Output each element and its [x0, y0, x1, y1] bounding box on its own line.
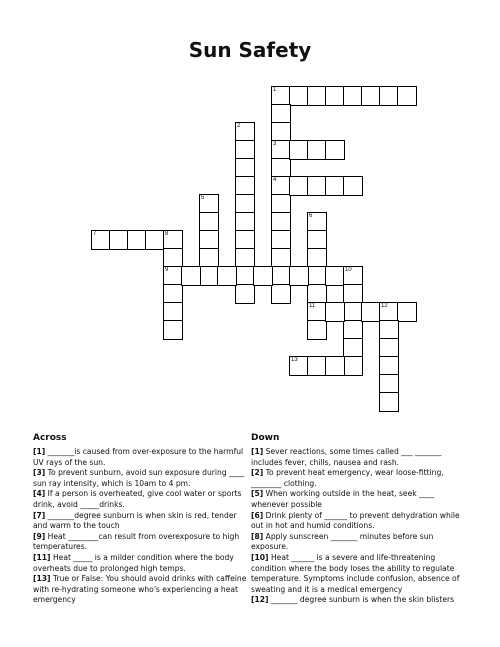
grid-cell[interactable] — [379, 86, 399, 106]
cell-number: 11 — [309, 303, 316, 309]
grid-cell[interactable] — [307, 266, 327, 286]
grid-cell[interactable] — [163, 248, 183, 268]
grid-cell[interactable] — [325, 356, 345, 376]
down-clues — [251, 433, 469, 606]
grid-cell[interactable] — [271, 212, 291, 232]
grid-cell[interactable] — [343, 86, 363, 106]
grid-cell[interactable] — [199, 230, 219, 250]
grid-cell[interactable] — [163, 284, 183, 304]
across-heading: Across — [33, 433, 67, 443]
cell-number: 6 — [309, 213, 313, 219]
grid-cell[interactable] — [271, 284, 291, 304]
grid-cell[interactable] — [343, 266, 363, 286]
cell-number: 4 — [273, 177, 277, 183]
grid-cell[interactable] — [271, 194, 291, 214]
down-clue — [251, 468, 469, 489]
grid-cell[interactable] — [163, 266, 183, 286]
grid-cell[interactable] — [379, 302, 399, 322]
grid-cell[interactable] — [325, 140, 345, 160]
grid-cell[interactable] — [235, 194, 255, 214]
across-clue — [33, 574, 251, 606]
clue-text: If a person is overheated, give cool water or sports drink, avoid _____drinks. — [33, 489, 242, 509]
down-clue — [251, 553, 469, 595]
clue-number: [1] — [33, 447, 46, 456]
clue-text: To prevent heat emergency, wear loose-fitting, ________ clothing. — [251, 468, 444, 488]
grid-cell[interactable] — [307, 176, 327, 196]
grid-cell[interactable] — [271, 140, 291, 160]
grid-cell[interactable] — [271, 122, 291, 142]
down-clue — [251, 447, 469, 468]
cell-number: 8 — [165, 231, 169, 237]
clue-text: Heat _____ is a milder condition where the body overheats due to prolonged high temps. — [33, 552, 234, 573]
clue-number: [11] — [33, 552, 51, 562]
grid-cell[interactable] — [109, 230, 129, 250]
clue-text: Heat ______ is a severe and life-threatening condition where the body loses the ability to regulate temperature. Symptoms include confusion, absence of sweating and it is a medical emergency — [251, 552, 460, 594]
grid-cell[interactable] — [235, 230, 255, 250]
grid-cell[interactable] — [181, 266, 201, 286]
clue-number: [8] — [251, 531, 264, 541]
grid-cell[interactable] — [307, 212, 327, 232]
grid-cell[interactable] — [307, 140, 327, 160]
clue-text: _______is caused from over-exposure to the harmful UV rays of the sun. — [33, 447, 244, 467]
grid-cell[interactable] — [379, 320, 399, 340]
grid-cell[interactable] — [325, 266, 345, 286]
page-title: Sun Safety — [188, 38, 312, 62]
down-clue — [251, 595, 469, 606]
clue-number: [5] — [251, 489, 264, 499]
grid-cell[interactable] — [163, 302, 183, 322]
clue-number: [2] — [251, 468, 264, 478]
grid-cell[interactable] — [343, 320, 363, 340]
down-clue — [251, 511, 469, 532]
cell-number: 5 — [201, 195, 205, 201]
down-clue — [251, 489, 469, 510]
grid-cell[interactable] — [289, 140, 309, 160]
grid-cell[interactable] — [379, 392, 399, 412]
cell-number: 1 — [273, 87, 277, 93]
clue-text: To prevent sunburn, avoid sun exposure during ____ sun ray intensity, which is 10am to 4 pm. — [33, 468, 245, 488]
grid-cell[interactable] — [235, 158, 255, 178]
grid-cell[interactable] — [325, 302, 345, 322]
cell-number: 3 — [273, 141, 277, 147]
clue-number: [9] — [33, 531, 46, 541]
grid-cell[interactable] — [271, 248, 291, 268]
across-clue — [33, 447, 251, 468]
cell-number: 13 — [291, 357, 298, 363]
grid-cell[interactable] — [379, 356, 399, 376]
clue-text: Apply sunscreen _______ minutes before sun exposure. — [251, 531, 434, 552]
grid-cell[interactable] — [307, 86, 327, 106]
clue-text: _______ degree sunburn is when the skin blisters — [270, 595, 455, 605]
cell-number: 9 — [165, 267, 169, 273]
grid-cell[interactable] — [343, 284, 363, 304]
grid-cell[interactable] — [307, 230, 327, 250]
clue-text: Drink plenty of ______ to prevent dehydration while out in hot and humid conditions. — [251, 510, 460, 531]
grid-cell[interactable] — [271, 86, 291, 106]
grid-cell[interactable] — [253, 266, 273, 286]
grid-cell[interactable] — [199, 212, 219, 232]
grid-cell[interactable] — [91, 230, 111, 250]
clue-text: _______degree sunburn is when skin is red, tender and warm to the touch — [33, 510, 237, 531]
grid-cell[interactable] — [343, 302, 363, 322]
clue-number: [12] — [251, 595, 269, 605]
clue-number: [6] — [251, 510, 264, 520]
across-clue — [33, 489, 251, 510]
grid-cell[interactable] — [307, 302, 327, 322]
grid-cell[interactable] — [235, 284, 255, 304]
clue-number: [1] — [251, 447, 264, 456]
grid-cell[interactable] — [217, 266, 237, 286]
grid-cell[interactable] — [361, 302, 381, 322]
grid-cell[interactable] — [397, 86, 417, 106]
clue-number: [13] — [33, 574, 51, 584]
clue-number: [4] — [33, 489, 46, 499]
clue-text: True or False: You should avoid drinks with caffeine with re-hydrating someone who's experiencing a heat emergency — [33, 574, 247, 605]
grid-cell[interactable] — [343, 356, 363, 376]
clue-number: [10] — [251, 552, 269, 562]
grid-cell[interactable] — [343, 176, 363, 196]
grid-cell[interactable] — [271, 104, 291, 124]
across-clue — [33, 468, 251, 489]
grid-cell[interactable] — [145, 230, 165, 250]
grid-cell[interactable] — [271, 158, 291, 178]
grid-cell[interactable] — [199, 194, 219, 214]
grid-cell[interactable] — [289, 356, 309, 376]
grid-cell[interactable] — [235, 266, 255, 286]
clue-text: When working outside in the heat, seek ____ whenever possible — [251, 489, 435, 509]
down-clue — [251, 532, 469, 553]
grid-cell[interactable] — [163, 230, 183, 250]
grid-cell[interactable] — [235, 212, 255, 232]
grid-cell[interactable] — [289, 86, 309, 106]
grid-cell[interactable] — [379, 374, 399, 394]
grid-cell[interactable] — [235, 140, 255, 160]
grid-cell[interactable] — [271, 230, 291, 250]
grid-cell[interactable] — [289, 266, 309, 286]
grid-cell[interactable] — [307, 284, 327, 304]
grid-cell[interactable] — [235, 122, 255, 142]
across-clues — [33, 433, 251, 606]
down-heading: Down — [251, 433, 280, 443]
across-clue — [33, 532, 251, 553]
cell-number: 12 — [381, 303, 388, 309]
grid-cell[interactable] — [343, 338, 363, 358]
clue-text: Sever reactions, some times called ___ _______ includes fever, chills, nausea and rash. — [251, 447, 442, 467]
grid-cell[interactable] — [271, 266, 291, 286]
clue-number: [7] — [33, 510, 46, 520]
grid-cell[interactable] — [163, 320, 183, 340]
across-clue — [33, 511, 251, 532]
grid-cell[interactable] — [199, 248, 219, 268]
grid-cell[interactable] — [235, 176, 255, 196]
grid-cell[interactable] — [361, 86, 381, 106]
grid-cell[interactable] — [289, 176, 309, 196]
grid-cell[interactable] — [307, 356, 327, 376]
clue-text: Heat ________can result from overexposure to high temperatures. — [33, 531, 240, 552]
cell-number: 10 — [345, 267, 352, 273]
grid-cell[interactable] — [325, 86, 345, 106]
grid-cell[interactable] — [307, 320, 327, 340]
grid-cell[interactable] — [235, 248, 255, 268]
grid-cell[interactable] — [127, 230, 147, 250]
grid-cell[interactable] — [397, 302, 417, 322]
cell-number: 7 — [93, 231, 97, 237]
grid-cell[interactable] — [379, 338, 399, 358]
grid-cell[interactable] — [325, 176, 345, 196]
grid-cell[interactable] — [199, 266, 219, 286]
grid-cell[interactable] — [307, 248, 327, 268]
clue-number: [3] — [33, 468, 46, 478]
cell-number: 2 — [237, 123, 241, 129]
grid-cell[interactable] — [271, 176, 291, 196]
across-clue — [33, 553, 251, 574]
